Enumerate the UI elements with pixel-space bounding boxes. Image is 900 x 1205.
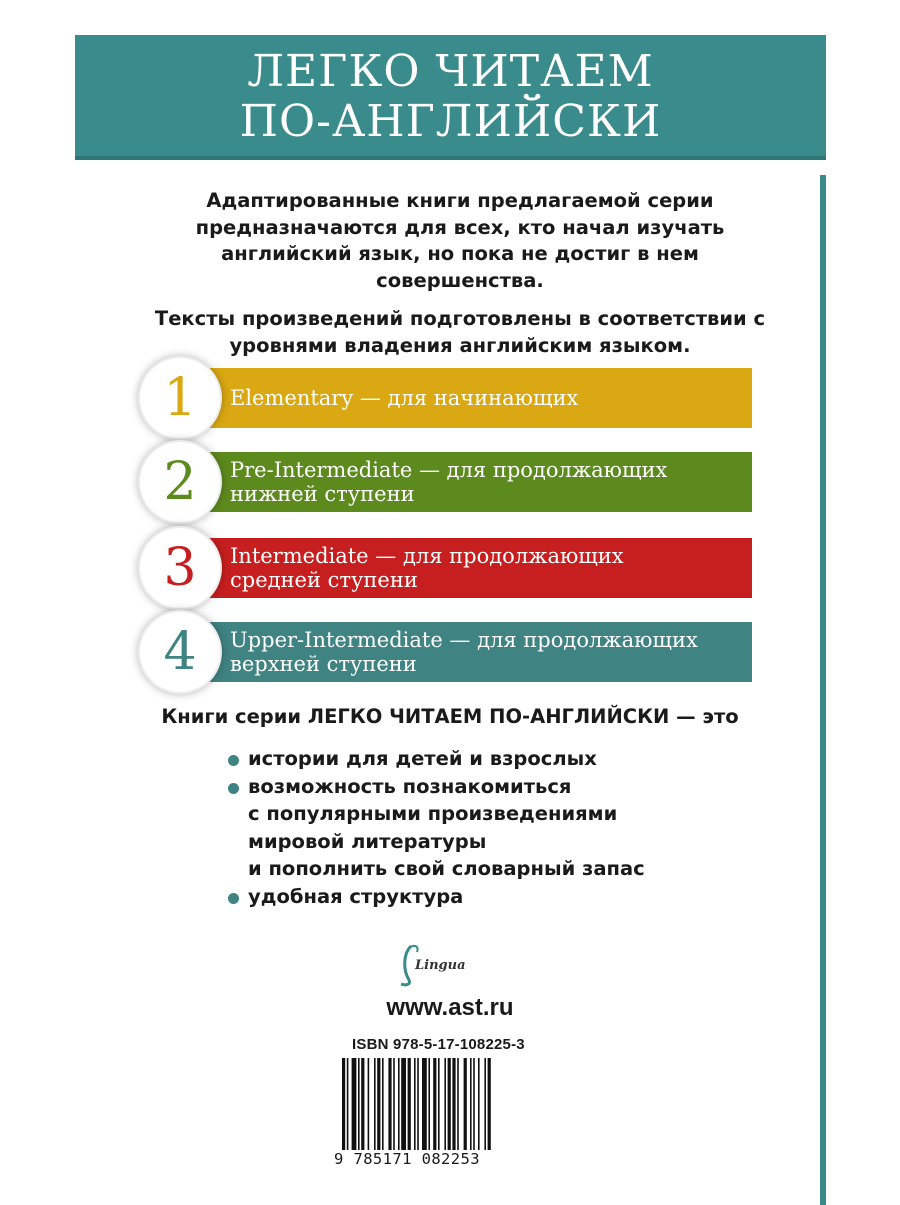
- barcode-bar: [433, 1058, 436, 1150]
- level-text-line2: средней ступени: [230, 568, 418, 592]
- barcode-bar: [452, 1058, 455, 1150]
- level-number-badge: 3: [140, 528, 220, 608]
- barcode-bar: [422, 1058, 427, 1150]
- barcode-bar: [438, 1058, 440, 1150]
- barcode-bar: [428, 1058, 430, 1150]
- title-line-1: ЛЕГКО ЧИТАЕМ: [247, 46, 654, 97]
- barcode-bar: [478, 1058, 480, 1150]
- list-item-line: мировой литературы: [248, 829, 487, 853]
- barcode-bar: [342, 1058, 345, 1150]
- level-number-badge: 2: [140, 442, 220, 522]
- barcode-bar: [470, 1058, 472, 1150]
- list-item: [228, 773, 788, 883]
- barcode-bar: [417, 1058, 419, 1150]
- barcode-bar: [377, 1058, 380, 1150]
- title-line-2: ПО-АНГЛИЙСКИ: [239, 96, 662, 147]
- intro-text: [150, 188, 770, 371]
- barcode-graphic: [340, 1058, 540, 1158]
- level-text: [230, 538, 742, 598]
- barcode-bar: [457, 1058, 459, 1150]
- barcode-bar: [448, 1058, 451, 1150]
- series-heading: Книги серии ЛЕГКО ЧИТАЕМ ПО-АНГЛИЙСКИ — это: [161, 705, 739, 728]
- level-number-badge: 1: [140, 358, 220, 438]
- level-text: [230, 452, 742, 512]
- level-text-line1: Elementary — для начинающих: [230, 386, 579, 410]
- side-accent-line: [820, 175, 826, 1205]
- lingua-logo: [393, 940, 493, 990]
- isbn-text: ISBN 978-5-17-108225-3: [352, 1036, 525, 1053]
- logo-wordmark: Lingua: [415, 958, 466, 973]
- intro-paragraph-1: Адаптированные книги предлагаемой серии предназначаются для всех, кто начал изучать английский язык, но пока не достиг в нем совершенства.: [195, 189, 725, 292]
- level-text-line2: верхней ступени: [230, 652, 417, 676]
- list-item: [228, 883, 788, 911]
- list-item-line: истории для детей и взрослых: [248, 747, 597, 770]
- list-item-line: возможность познакомиться: [248, 774, 572, 798]
- barcode-bar: [382, 1058, 384, 1150]
- level-text-line1: Intermediate — для продолжающих: [230, 544, 624, 568]
- barcode-bar: [361, 1058, 364, 1150]
- intro-paragraph-2: Тексты произведений подготовлены в соответствии с уровнями владения английским языком.: [154, 307, 766, 357]
- barcode-bar: [393, 1058, 395, 1150]
- barcode-bar: [401, 1058, 406, 1150]
- barcode-bar: [358, 1058, 360, 1150]
- publisher-url[interactable]: www.ast.ru: [386, 994, 514, 1021]
- barcode-bar: [368, 1058, 370, 1150]
- barcode-bar: [388, 1058, 391, 1150]
- list-item-line: удобная структура: [248, 884, 464, 908]
- barcode-bar: [398, 1058, 400, 1150]
- level-text-line2: нижней ступени: [230, 482, 415, 506]
- barcode-bar: [374, 1058, 376, 1150]
- barcode-bar: [473, 1058, 475, 1150]
- level-4-banner: [140, 622, 752, 682]
- bullet-dot-icon: [228, 893, 239, 904]
- level-text-line1: Upper-Intermediate — для продолжающих: [230, 628, 698, 652]
- barcode-bar: [408, 1058, 411, 1150]
- barcode-bar: [464, 1058, 467, 1150]
- barcode-bar: [352, 1058, 357, 1150]
- level-text-line1: Pre-Intermediate — для продолжающих: [230, 458, 668, 482]
- level-3-banner: [140, 538, 752, 598]
- feature-list: [228, 745, 788, 910]
- bullet-dot-icon: [228, 783, 239, 794]
- list-item-line: с популярными произведениями: [248, 802, 618, 825]
- list-item: [228, 745, 788, 773]
- barcode-bar: [414, 1058, 416, 1150]
- title-banner: [75, 35, 826, 160]
- level-2-banner: [140, 452, 752, 512]
- barcode-bar: [444, 1058, 446, 1150]
- level-text: [230, 368, 742, 428]
- level-1-banner: [140, 368, 752, 428]
- bullet-dot-icon: [228, 755, 239, 766]
- barcode-bar: [347, 1058, 349, 1150]
- list-item-line: и пополнить свой словарный запас: [248, 857, 645, 880]
- level-number-badge: 4: [140, 612, 220, 692]
- level-text: [230, 622, 742, 682]
- barcode-bar: [488, 1058, 491, 1150]
- barcode-bar: [484, 1058, 486, 1150]
- barcode-number: 9 785171 082253: [334, 1150, 540, 1168]
